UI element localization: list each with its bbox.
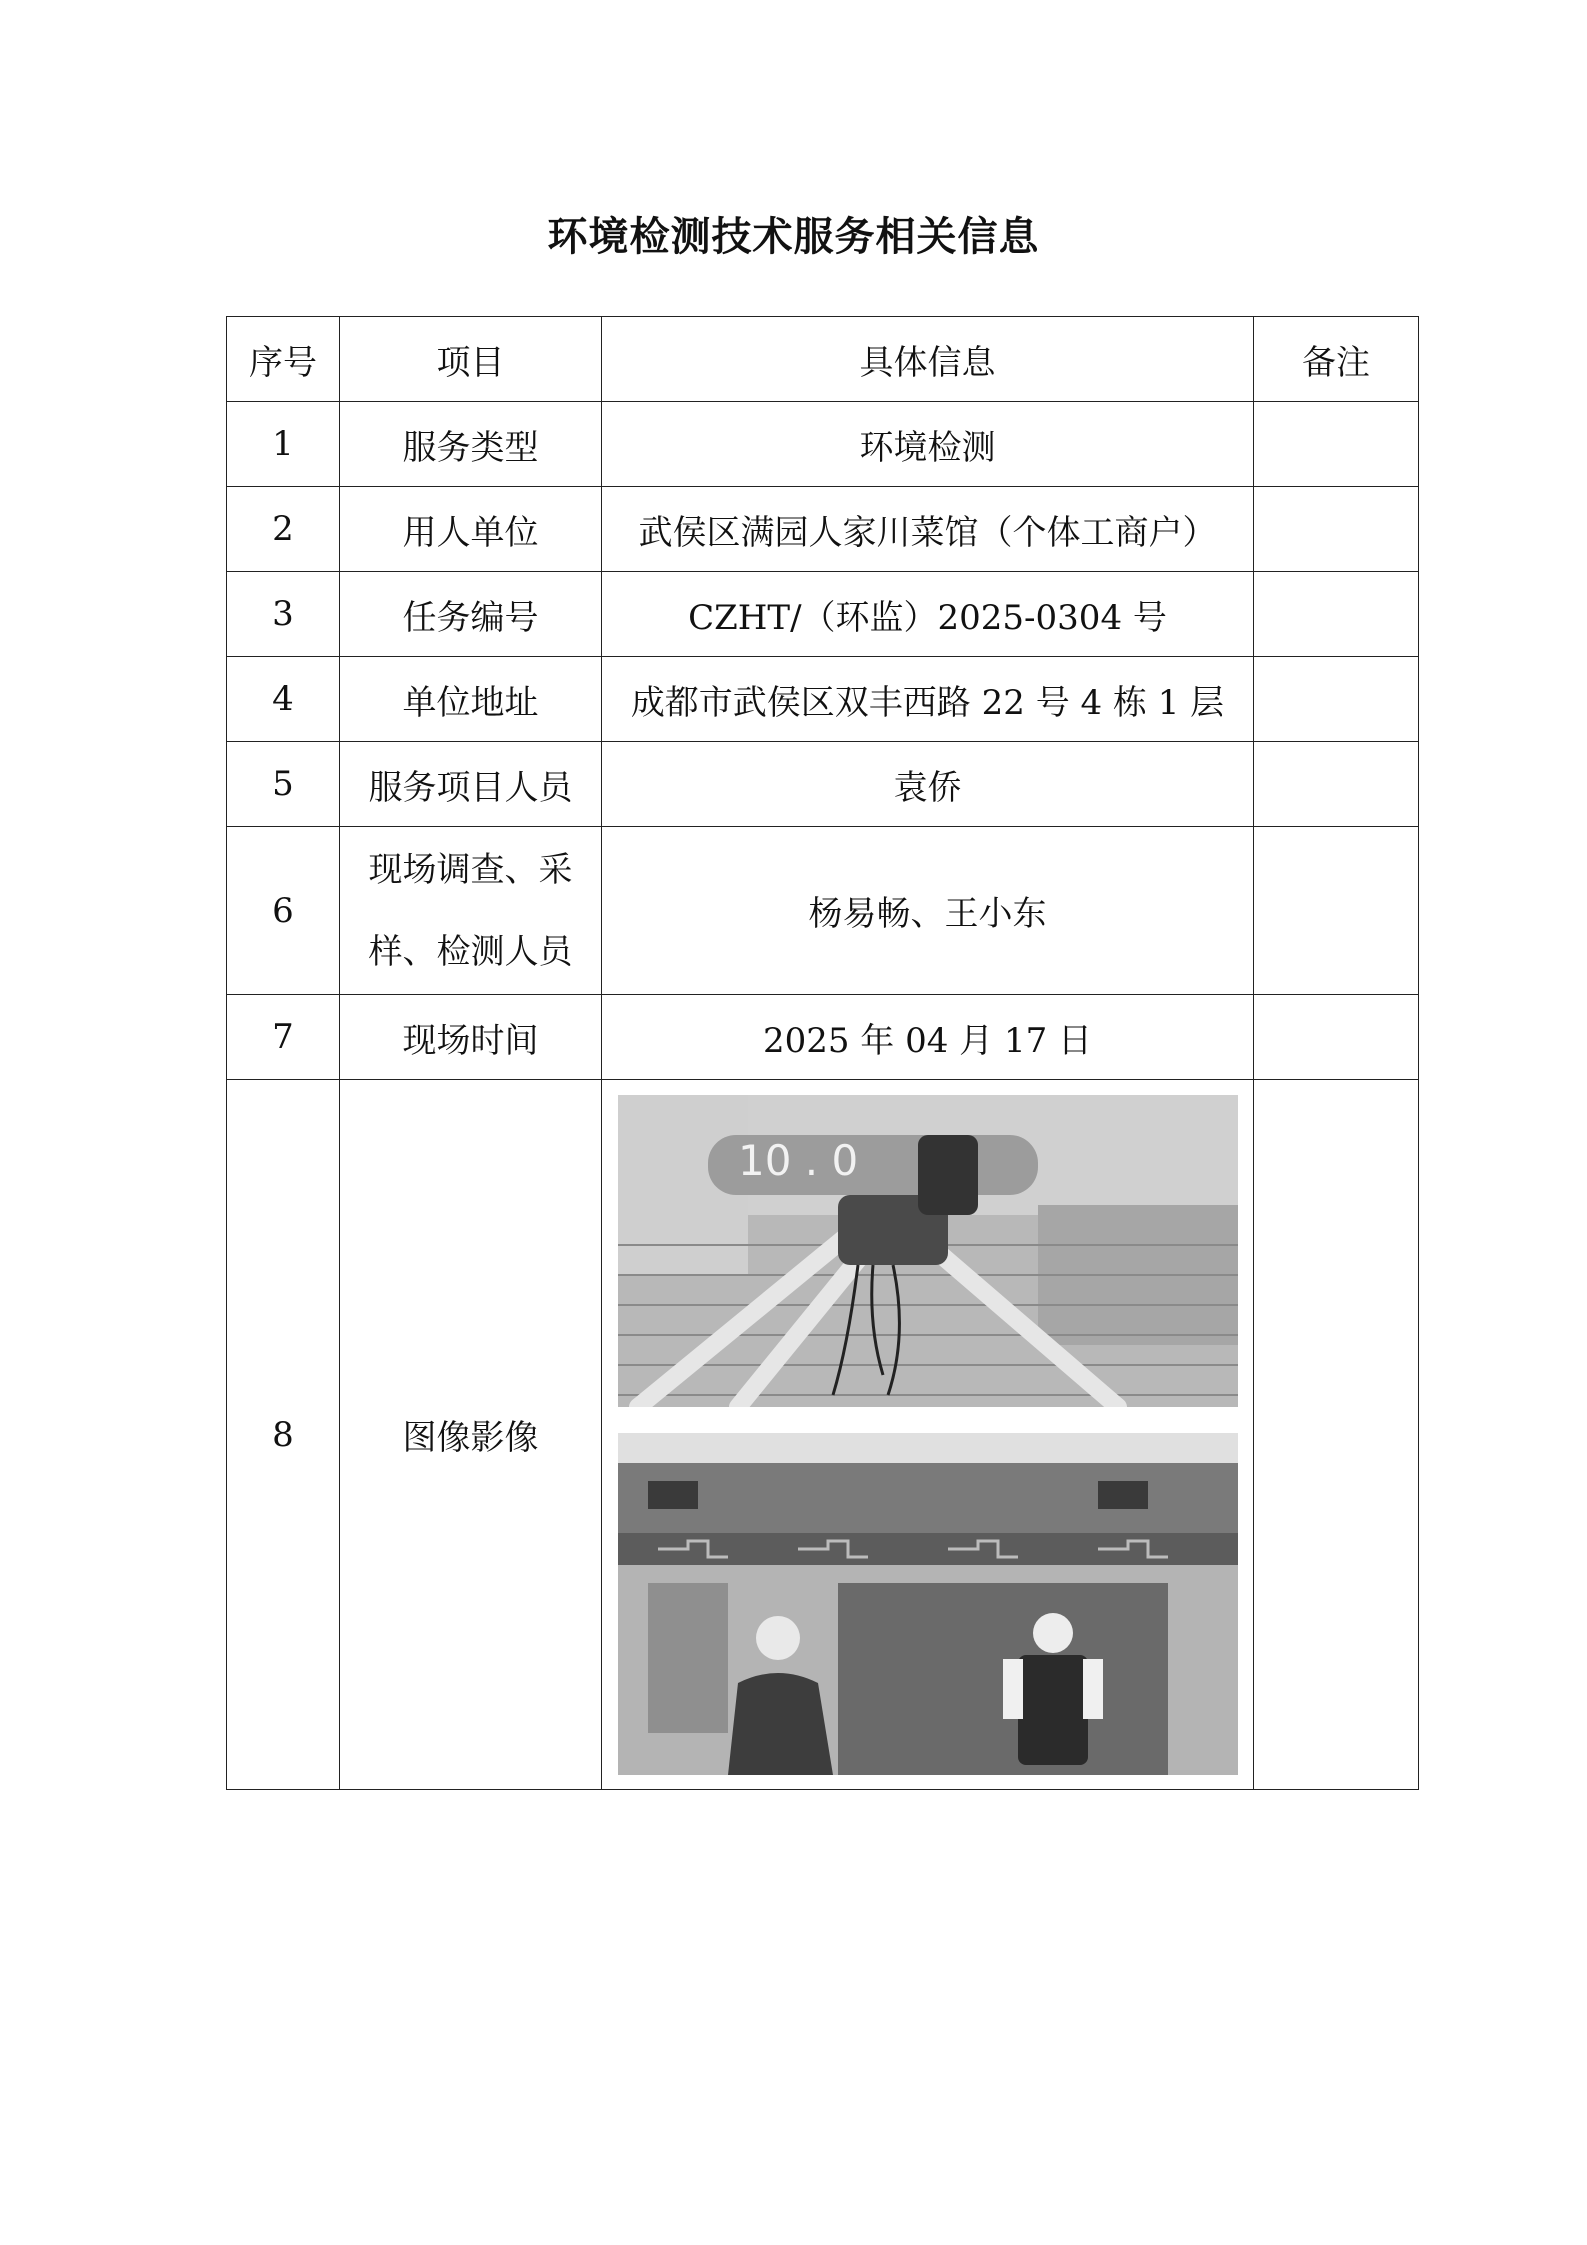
row-item: 用人单位	[340, 487, 602, 572]
table-row	[227, 572, 1419, 657]
row-info: 杨易畅、王小东	[602, 827, 1254, 995]
table-header-row	[227, 317, 1419, 402]
row-note	[1254, 657, 1419, 742]
site-staff-image	[618, 1433, 1238, 1775]
row-no: 4	[227, 657, 340, 742]
row-item: 服务项目人员	[340, 742, 602, 827]
row-item: 现场时间	[340, 995, 602, 1080]
row-note	[1254, 995, 1419, 1080]
row-info: 武侯区满园人家川菜馆（个体工商户）	[602, 487, 1254, 572]
row-note	[1254, 1080, 1419, 1790]
row-no: 5	[227, 742, 340, 827]
row-no: 7	[227, 995, 340, 1080]
column-header-info: 具体信息	[602, 317, 1254, 402]
row-note	[1254, 742, 1419, 827]
sound-meter-image	[618, 1095, 1238, 1407]
table-row	[227, 995, 1419, 1080]
row-note	[1254, 402, 1419, 487]
column-header-note: 备注	[1254, 317, 1419, 402]
row-item: 图像影像	[340, 1080, 602, 1790]
table-row	[227, 827, 1419, 995]
row-item: 单位地址	[340, 657, 602, 742]
page-title: 环境检测技术服务相关信息	[547, 213, 1040, 260]
row-info: 袁侨	[602, 742, 1254, 827]
row-info	[602, 1080, 1254, 1790]
table-row	[227, 1080, 1419, 1790]
photo-sound-meter	[618, 1095, 1238, 1407]
table-row	[227, 487, 1419, 572]
table-row	[227, 742, 1419, 827]
row-info: 2025 年 04 月 17 日	[602, 995, 1254, 1080]
row-item-line: 样、检测人员	[368, 931, 573, 972]
row-no: 1	[227, 402, 340, 487]
table-row	[227, 402, 1419, 487]
column-header-no: 序号	[227, 317, 340, 402]
row-item: 服务类型	[340, 402, 602, 487]
row-note	[1254, 827, 1419, 995]
svg-text:10 . 0: 10 . 0	[737, 1135, 858, 1185]
row-info: 环境检测	[602, 402, 1254, 487]
row-no: 3	[227, 572, 340, 657]
row-note	[1254, 487, 1419, 572]
row-item	[340, 827, 602, 995]
row-no: 6	[227, 827, 340, 995]
row-no: 8	[227, 1080, 340, 1790]
row-no: 2	[227, 487, 340, 572]
row-note	[1254, 572, 1419, 657]
photo-site-staff	[618, 1433, 1238, 1775]
info-table	[226, 316, 1419, 1790]
column-header-item: 项目	[340, 317, 602, 402]
row-item: 任务编号	[340, 572, 602, 657]
table-row	[227, 657, 1419, 742]
row-info: 成都市武侯区双丰西路 22 号 4 栋 1 层	[602, 657, 1254, 742]
row-item-line: 现场调查、采	[368, 849, 573, 890]
row-info: CZHT/（环监）2025-0304 号	[602, 572, 1254, 657]
